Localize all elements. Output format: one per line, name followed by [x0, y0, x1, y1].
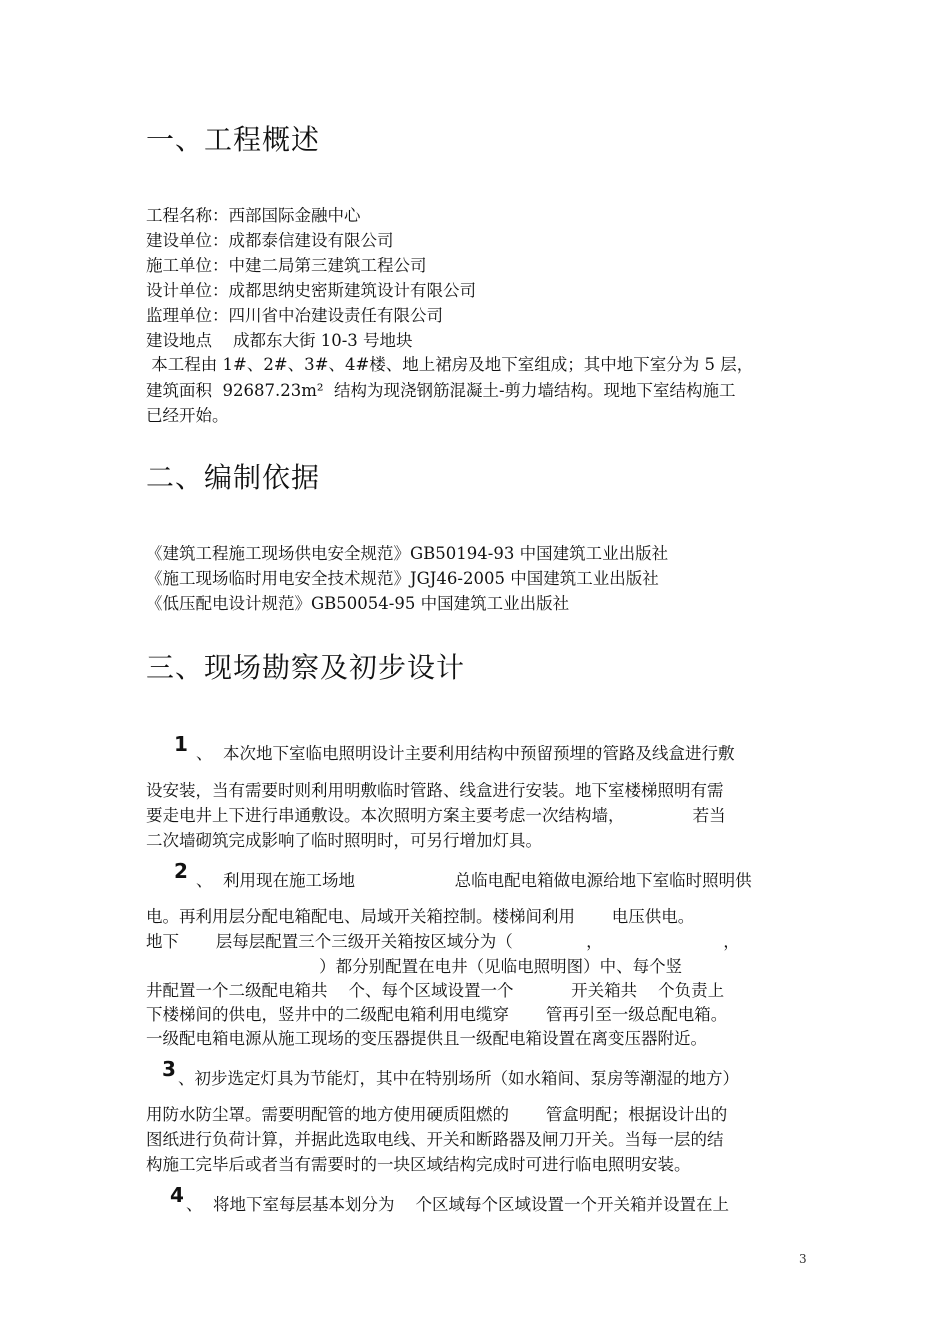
item-text-line: 地下 层每层配置三个三级开关箱按区域分为（ ， ，: [146, 932, 740, 951]
item-text-line: 电。再利用层分配电箱配电、局域开关箱控制。楼梯间利用 电压供电。: [146, 907, 695, 926]
item-first-line: 、 本次地下室临电照明设计主要利用结构中预留预埋的管路及线盒进行敷: [196, 744, 735, 763]
supervision-unit: 监理单位：四川省中冶建设责任有限公司: [146, 306, 443, 325]
project-name: 工程名称：西部国际金融中心: [146, 206, 361, 225]
construction-site: 建设地点 成都东大街 10-3 号地块: [146, 331, 413, 350]
reference-item: 《建筑工程施工现场供电安全规范》GB50194-93 中国建筑工业出版社: [146, 544, 669, 563]
item-text-line: 设安装，当有需要时则利用明敷临时管路、线盒进行安装。地下室楼梯照明有需: [146, 781, 724, 800]
section-2-title: 二、编制依据: [146, 461, 321, 494]
item-text-line: 要走电井上下进行串通敷设。本次照明方案主要考虑一次结构墙， 若当: [146, 806, 726, 825]
page-number: 3: [799, 1252, 807, 1266]
item-number: 4: [170, 1183, 184, 1207]
project-description-line: 建筑面积 92687.23m² 结构为现浇钢筋混凝土-剪力墙结构。现地下室结构施工: [146, 381, 736, 400]
design-unit: 设计单位：成都思纳史密斯建筑设计有限公司: [146, 281, 476, 300]
item-text-line: 二次墙砌筑完成影响了临时照明时，可另行增加灯具。: [146, 831, 542, 850]
item-first-line: 、初步选定灯具为节能灯，其中在特别场所（如水箱间、泵房等潮湿的地方）: [178, 1069, 739, 1088]
item-text-line: 用防水防尘罩。需要明配管的地方使用硬质阻燃的 管盒明配；根据设计出的: [146, 1105, 728, 1124]
item-text-line: 构施工完毕后或者当有需要时的一块区域结构完成时可进行临电照明安装。: [146, 1155, 691, 1174]
item-text-line: 下楼梯间的供电，竖井中的二级配电箱利用电缆穿 管再引至一级总配电箱。: [146, 1005, 728, 1024]
project-description-line: 已经开始。: [146, 406, 229, 425]
item-text-line: 一级配电箱电源从施工现场的变压器提供且一级配电箱设置在离变压器附近。: [146, 1029, 707, 1048]
project-description-line: 本工程由 1#、2#、3#、4#楼、地上裙房及地下室组成；其中地下室分为 5 层，: [146, 355, 754, 374]
reference-item: 《施工现场临时用电安全技术规范》JGJ46-2005 中国建筑工业出版社: [146, 569, 659, 588]
section-1-title: 一、工程概述: [146, 123, 321, 156]
item-number: 1: [174, 732, 188, 756]
item-text-line: 图纸进行负荷计算，并据此选取电线、开关和断路器及闸刀开关。当每一层的结: [146, 1130, 724, 1149]
item-text-line: 井配置一个二级配电箱共 个、每个区域设置一个 开关箱共 个负责上: [146, 981, 725, 1000]
construction-unit: 建设单位：成都泰信建设有限公司: [146, 231, 394, 250]
item-text-line: ）都分别配置在电井（见临电照明图）中、每个竖: [146, 957, 683, 976]
item-number: 2: [174, 859, 188, 883]
section-3-title: 三、现场勘察及初步设计: [146, 651, 466, 684]
item-number: 3: [162, 1057, 176, 1081]
item-first-line: 、 将地下室每层基本划分为 个区域每个区域设置一个开关箱并设置在上: [186, 1195, 729, 1214]
item-first-line: 、 利用现在施工场地 总临电配电箱做电源给地下室临时照明供: [196, 871, 752, 890]
reference-item: 《低压配电设计规范》GB50054-95 中国建筑工业出版社: [146, 594, 570, 613]
builder-unit: 施工单位：中建二局第三建筑工程公司: [146, 256, 427, 275]
